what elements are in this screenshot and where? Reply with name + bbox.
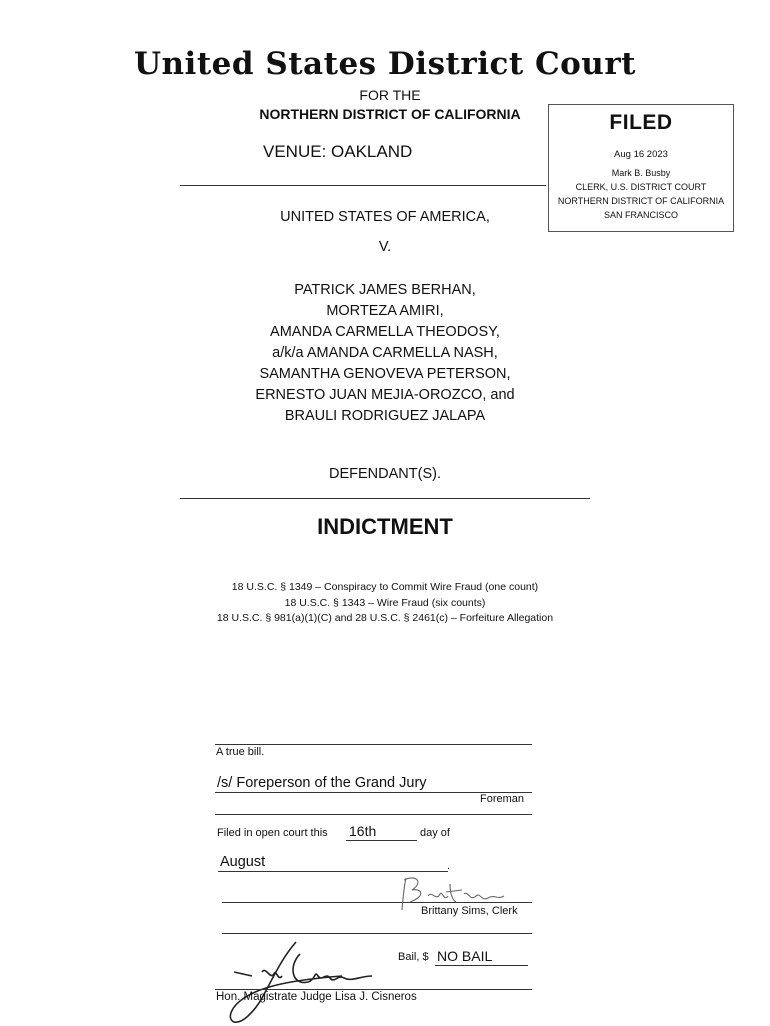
defendant-name: PATRICK JAMES BERHAN, bbox=[294, 282, 476, 298]
filed-day-value: 16th bbox=[349, 823, 377, 839]
filed-day-rule bbox=[346, 840, 417, 841]
charge-line: 18 U.S.C. § 981(a)(1)(C) and 28 U.S.C. § 2461(c) – Forfeiture Allegation bbox=[216, 612, 554, 624]
true-bill-label: A true bill. bbox=[216, 746, 265, 758]
caption-bottom-rule bbox=[180, 498, 590, 499]
filed-stamp-city: SAN FRANCISCO bbox=[603, 210, 678, 220]
venue-label: VENUE: OAKLAND bbox=[263, 142, 413, 161]
filed-month-period: . bbox=[447, 860, 451, 872]
bail-rule bbox=[435, 965, 528, 966]
filed-in-court-prefix: Filed in open court this bbox=[217, 827, 328, 839]
charge-line: 18 U.S.C. § 1349 – Conspiracy to Commit Wire Fraud (one count) bbox=[231, 581, 539, 593]
defendant-name: a/k/a AMANDA CARMELLA NASH, bbox=[272, 345, 498, 361]
clerk-bottom-rule bbox=[222, 933, 532, 934]
defendants-label: DEFENDANT(S). bbox=[329, 466, 441, 482]
district-name: NORTHERN DISTRICT OF CALIFORNIA bbox=[259, 106, 521, 122]
plaintiff-name: UNITED STATES OF AMERICA, bbox=[280, 209, 490, 225]
defendant-name: MORTEZA AMIRI, bbox=[326, 303, 444, 319]
filed-stamp-clerk-name: Mark B. Busby bbox=[611, 168, 671, 178]
true-bill-rule bbox=[215, 744, 532, 745]
filed-stamp-district: NORTHERN DISTRICT OF CALIFORNIA bbox=[557, 196, 725, 206]
filed-stamp-title: FILED bbox=[609, 111, 673, 134]
judge-signature-graphic bbox=[222, 936, 392, 1026]
for-the-label: FOR THE bbox=[359, 87, 421, 103]
bail-value: NO BAIL bbox=[437, 948, 493, 964]
filed-stamp-clerk-title: CLERK, U.S. DISTRICT COURT bbox=[575, 182, 707, 192]
defendant-name: SAMANTHA GENOVEVA PETERSON, bbox=[259, 366, 511, 382]
charges-list bbox=[150, 580, 620, 627]
versus-label: V. bbox=[378, 239, 392, 255]
judge-name: Hon. Magistrate Judge Lisa J. Cisneros bbox=[216, 991, 417, 1003]
filed-month-value: August bbox=[220, 854, 266, 870]
judge-rule bbox=[215, 989, 532, 990]
filed-stamp-date: Aug 16 2023 bbox=[614, 149, 668, 160]
document-title: INDICTMENT bbox=[317, 514, 453, 539]
filed-day-suffix: day of bbox=[420, 827, 450, 839]
foreman-bottom-rule bbox=[215, 814, 532, 815]
defendant-name: ERNESTO JUAN MEJIA-OROZCO, and bbox=[255, 387, 515, 403]
defendants-list bbox=[180, 280, 590, 427]
bail-label: Bail, $ bbox=[398, 951, 429, 963]
foreman-label: Foreman bbox=[480, 793, 525, 805]
defendant-name: BRAULI RODRIGUEZ JALAPA bbox=[284, 408, 486, 424]
court-name: United States District Court bbox=[133, 46, 636, 82]
foreperson-signature: /s/ Foreperson of the Grand Jury bbox=[217, 775, 427, 791]
charge-line: 18 U.S.C. § 1343 – Wire Fraud (six counts) bbox=[284, 596, 486, 609]
clerk-label: Brittany Sims, Clerk bbox=[421, 905, 518, 917]
caption-top-rule bbox=[180, 185, 546, 186]
defendant-name: AMANDA CARMELLA THEODOSY, bbox=[270, 324, 500, 340]
